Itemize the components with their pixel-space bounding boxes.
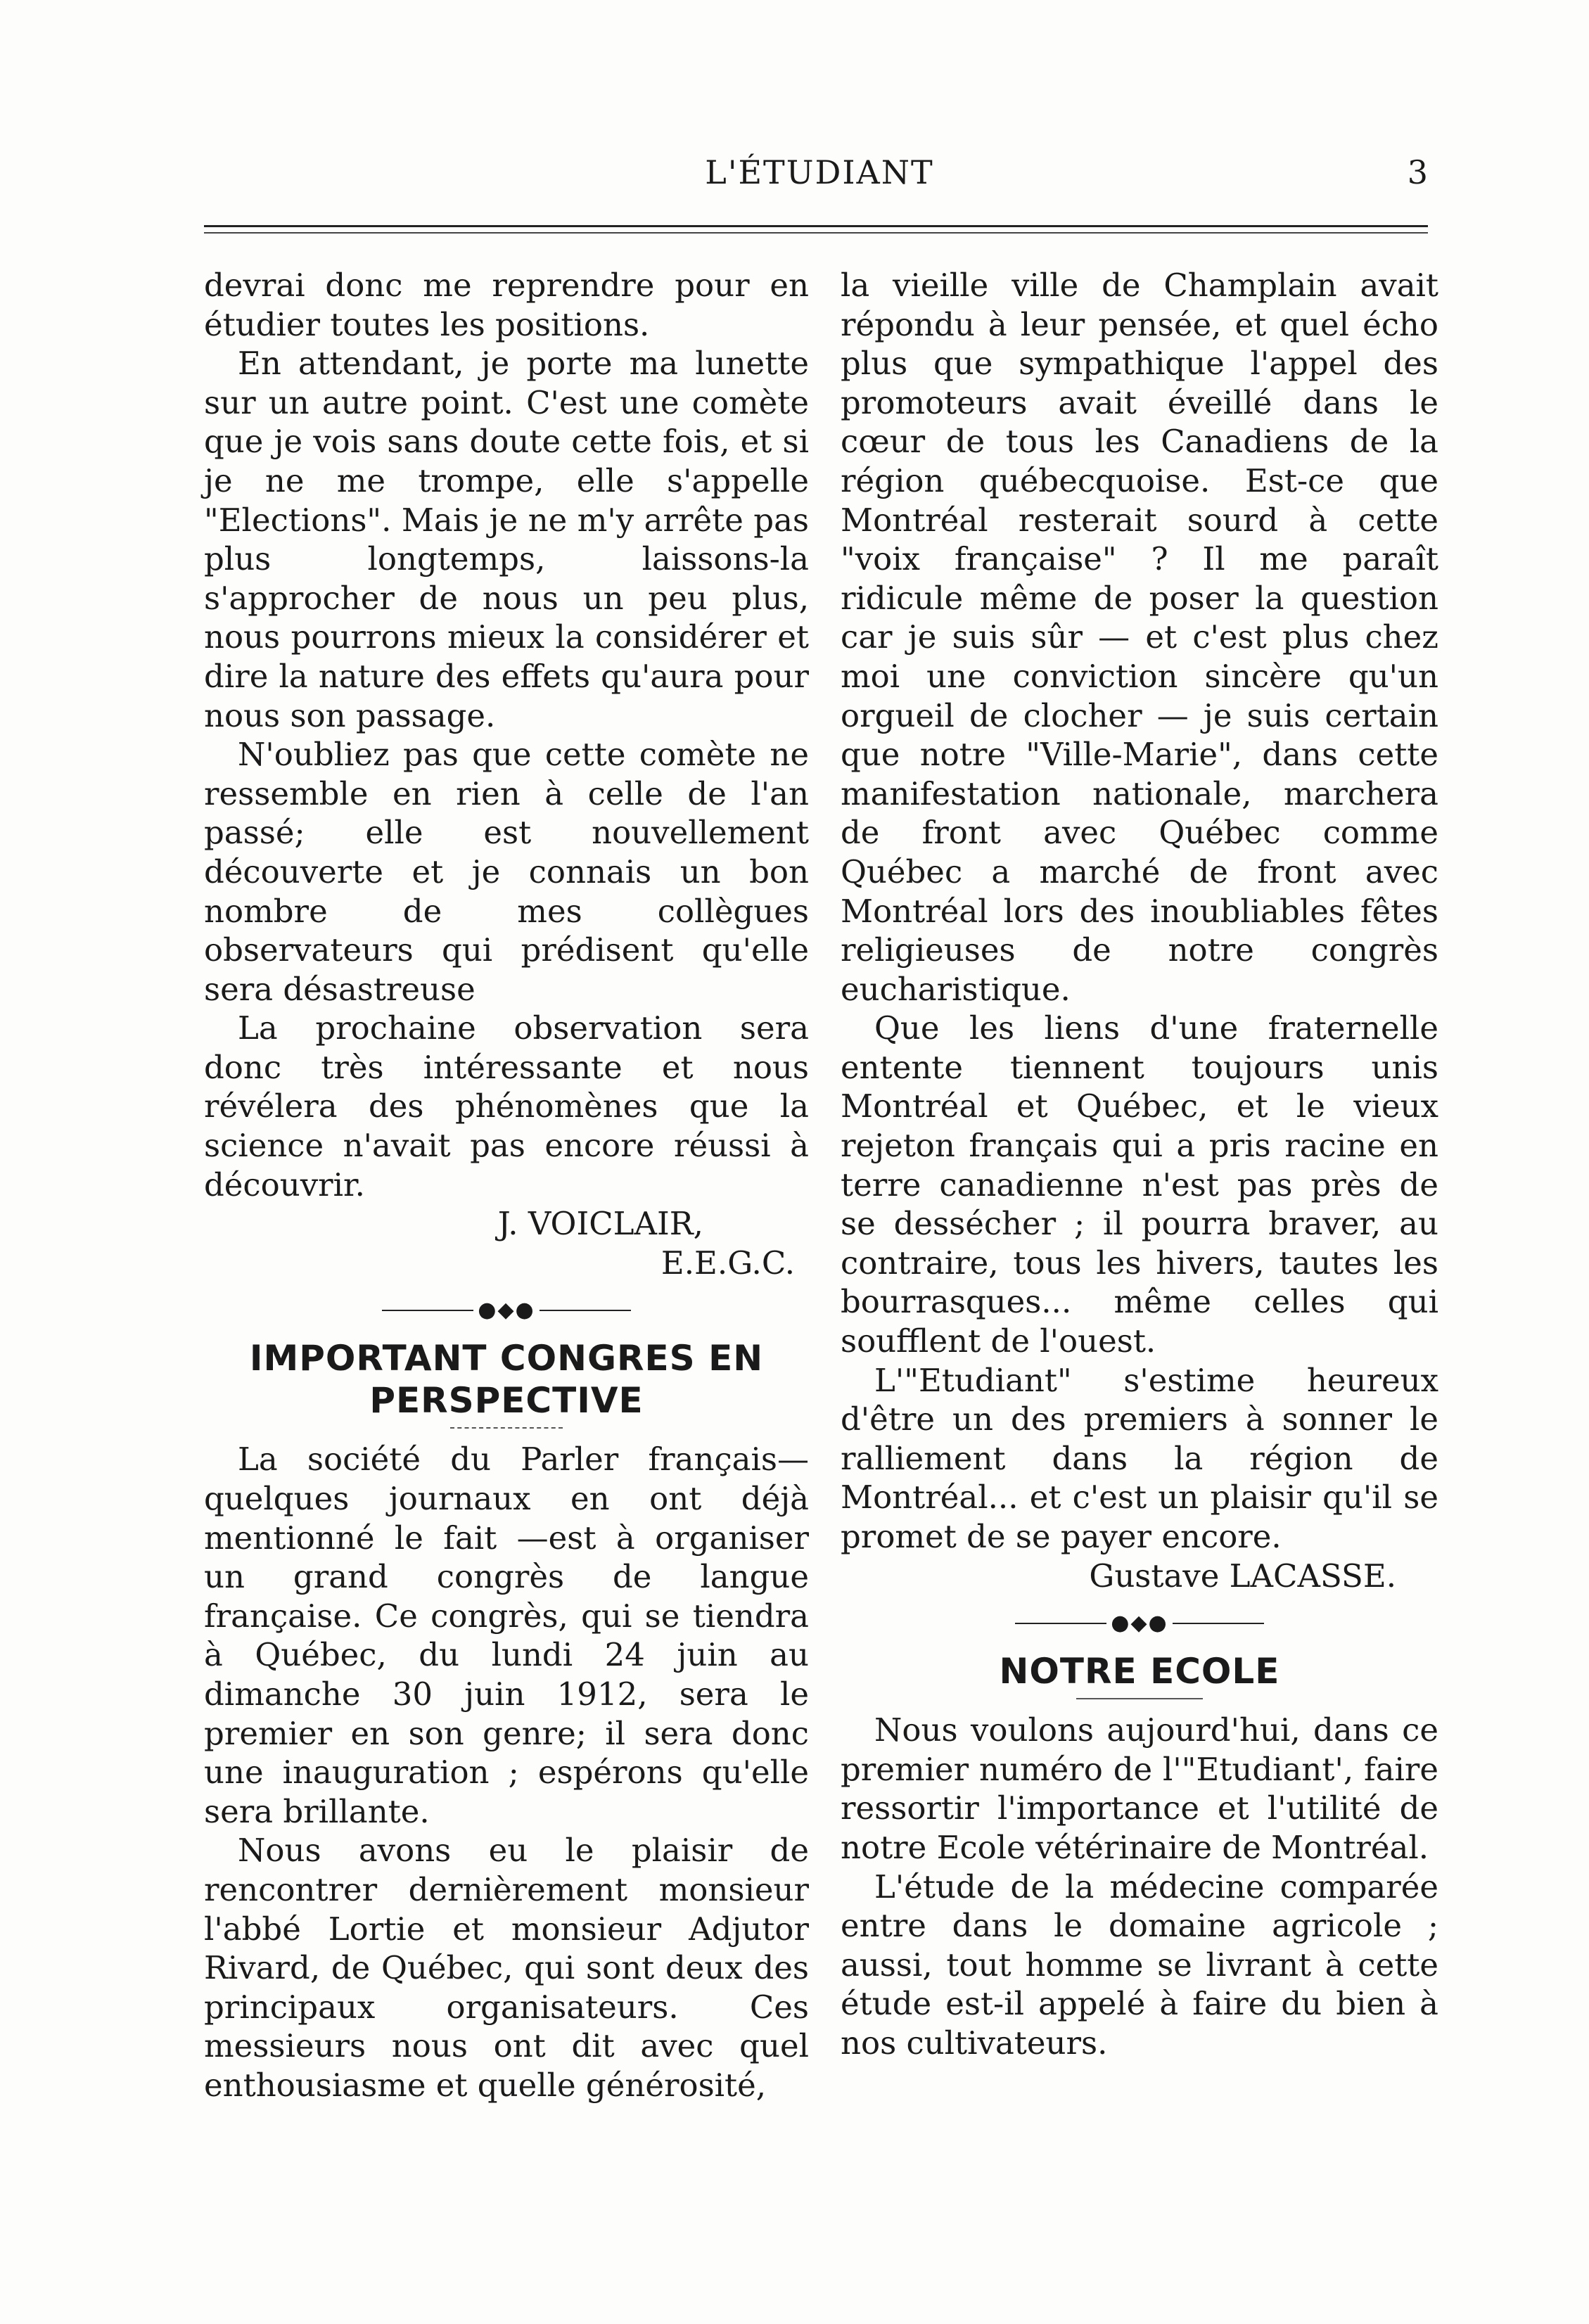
section-divider-ornament: ●◆● bbox=[204, 1295, 809, 1324]
signature-name: J. VOICLAIR, bbox=[497, 1205, 703, 1243]
section-divider-ornament: ●◆● bbox=[841, 1608, 1438, 1637]
header-rule-secondary bbox=[204, 232, 1428, 234]
page-header bbox=[204, 153, 1435, 210]
paragraph: L'étude de la médecine comparée entre dans le domaine agricole ; aussi, tout homme se livrant à cette étude est-il appelé à faire du bien à nos cultivateurs. bbox=[841, 1868, 1438, 2062]
left-column bbox=[204, 266, 809, 2105]
paragraph: La société du Parler français— quelques journaux en ont déjà mentionné le fait —est à organiser un grand congrès de langue française. Ce congrès, qui se tiendra à Québec, du lundi 24 juin au dimanche 30 juin 1912, sera le premier en son genre; il sera donc une inauguration ; espérons qu'elle sera brillante. bbox=[204, 1441, 809, 1830]
page-number: 3 bbox=[1407, 153, 1428, 191]
header-rule bbox=[204, 225, 1428, 227]
paragraph: En attendant, je porte ma lunette sur un autre point. C'est une comète que je vois sans doute cette fois, et si je ne me trompe, elle s'appelle "Elections". Mais je ne m'y arrête pas plus longtemps, laissons-la s'approcher de nous un peu plus, nous pourrons mieux la considérer et dire la nature des effets qu'aura pour nous son passage. bbox=[204, 345, 809, 734]
signature-title: E.E.G.C. bbox=[661, 1244, 795, 1282]
signature: Gustave LACASSE. bbox=[1089, 1557, 1396, 1595]
article-title: IMPORTANT CONGRES EN PERSPECTIVE bbox=[249, 1338, 764, 1422]
paragraph: Nous avons eu le plaisir de rencontrer dernièrement monsieur l'abbé Lortie et monsieur Adjutor Rivard, de Québec, qui sont deux des principaux organisateurs. Ces messieurs nous ont dit avec quel enthousiasme et quelle générosité, bbox=[204, 1832, 809, 2104]
paragraph: N'oubliez pas que cette comète ne ressemble en rien à celle de l'an passé; elle est nouvellement découverte et je connais un bon nombre de mes collègues observateurs qui prédisent qu'elle sera désastreuse bbox=[204, 736, 809, 1008]
right-column bbox=[841, 266, 1438, 2063]
paragraph: la vieille ville de Champlain avait répondu à leur pensée, et quel écho plus que sympathique l'appel des promoteurs avait éveillé dans le cœur de tous les Canadiens de la région québecquoise. Est-ce que Montréal resterait sourd à cette "voix française" ? Il me paraît ridicule même de poser la question car je suis sûr — et c'est plus chez moi une conviction sincère qu'un orgueil de clocher — je suis certain que notre "Ville-Marie", dans cette manifestation nationale, marchera de front avec Québec comme Québec a marché de front avec Montréal lors des inoubliables fêtes religieuses de notre congrès eucharistique. bbox=[841, 267, 1438, 1008]
paragraph: Que les liens d'une fraternelle entente tiennent toujours unis Montréal et Québec, et le vieux rejeton français qui a pris racine en terre canadienne n'est pas près de se dessécher ; il pourra braver, au contraire, tous les hivers, tautes les bourrasques... même celles qui soufflent de l'ouest. bbox=[841, 1009, 1438, 1360]
paragraph: L'"Etudiant" s'estime heureux d'être un des premiers à sonner le ralliement dans la région de Montréal... et c'est un plaisir qu'il se promet de se payer encore. bbox=[841, 1361, 1438, 1555]
paragraph: Nous voulons aujourd'hui, dans ce premier numéro de l'"Etudiant', faire ressortir l'importance et l'utilité de notre Ecole vétérinaire de Montréal. bbox=[841, 1711, 1438, 1866]
article-title: NOTRE ECOLE bbox=[999, 1651, 1280, 1692]
title-underline bbox=[450, 1427, 563, 1429]
title-underline bbox=[1076, 1698, 1203, 1699]
paragraph: La prochaine observation sera donc très intéressante et nous révélera des phénomènes que la science n'avait pas encore réussi à découvrir. bbox=[204, 1009, 809, 1204]
running-title: L'ÉTUDIANT bbox=[705, 153, 934, 191]
paragraph: devrai donc me reprendre pour en étudier toutes les positions. bbox=[204, 267, 809, 343]
